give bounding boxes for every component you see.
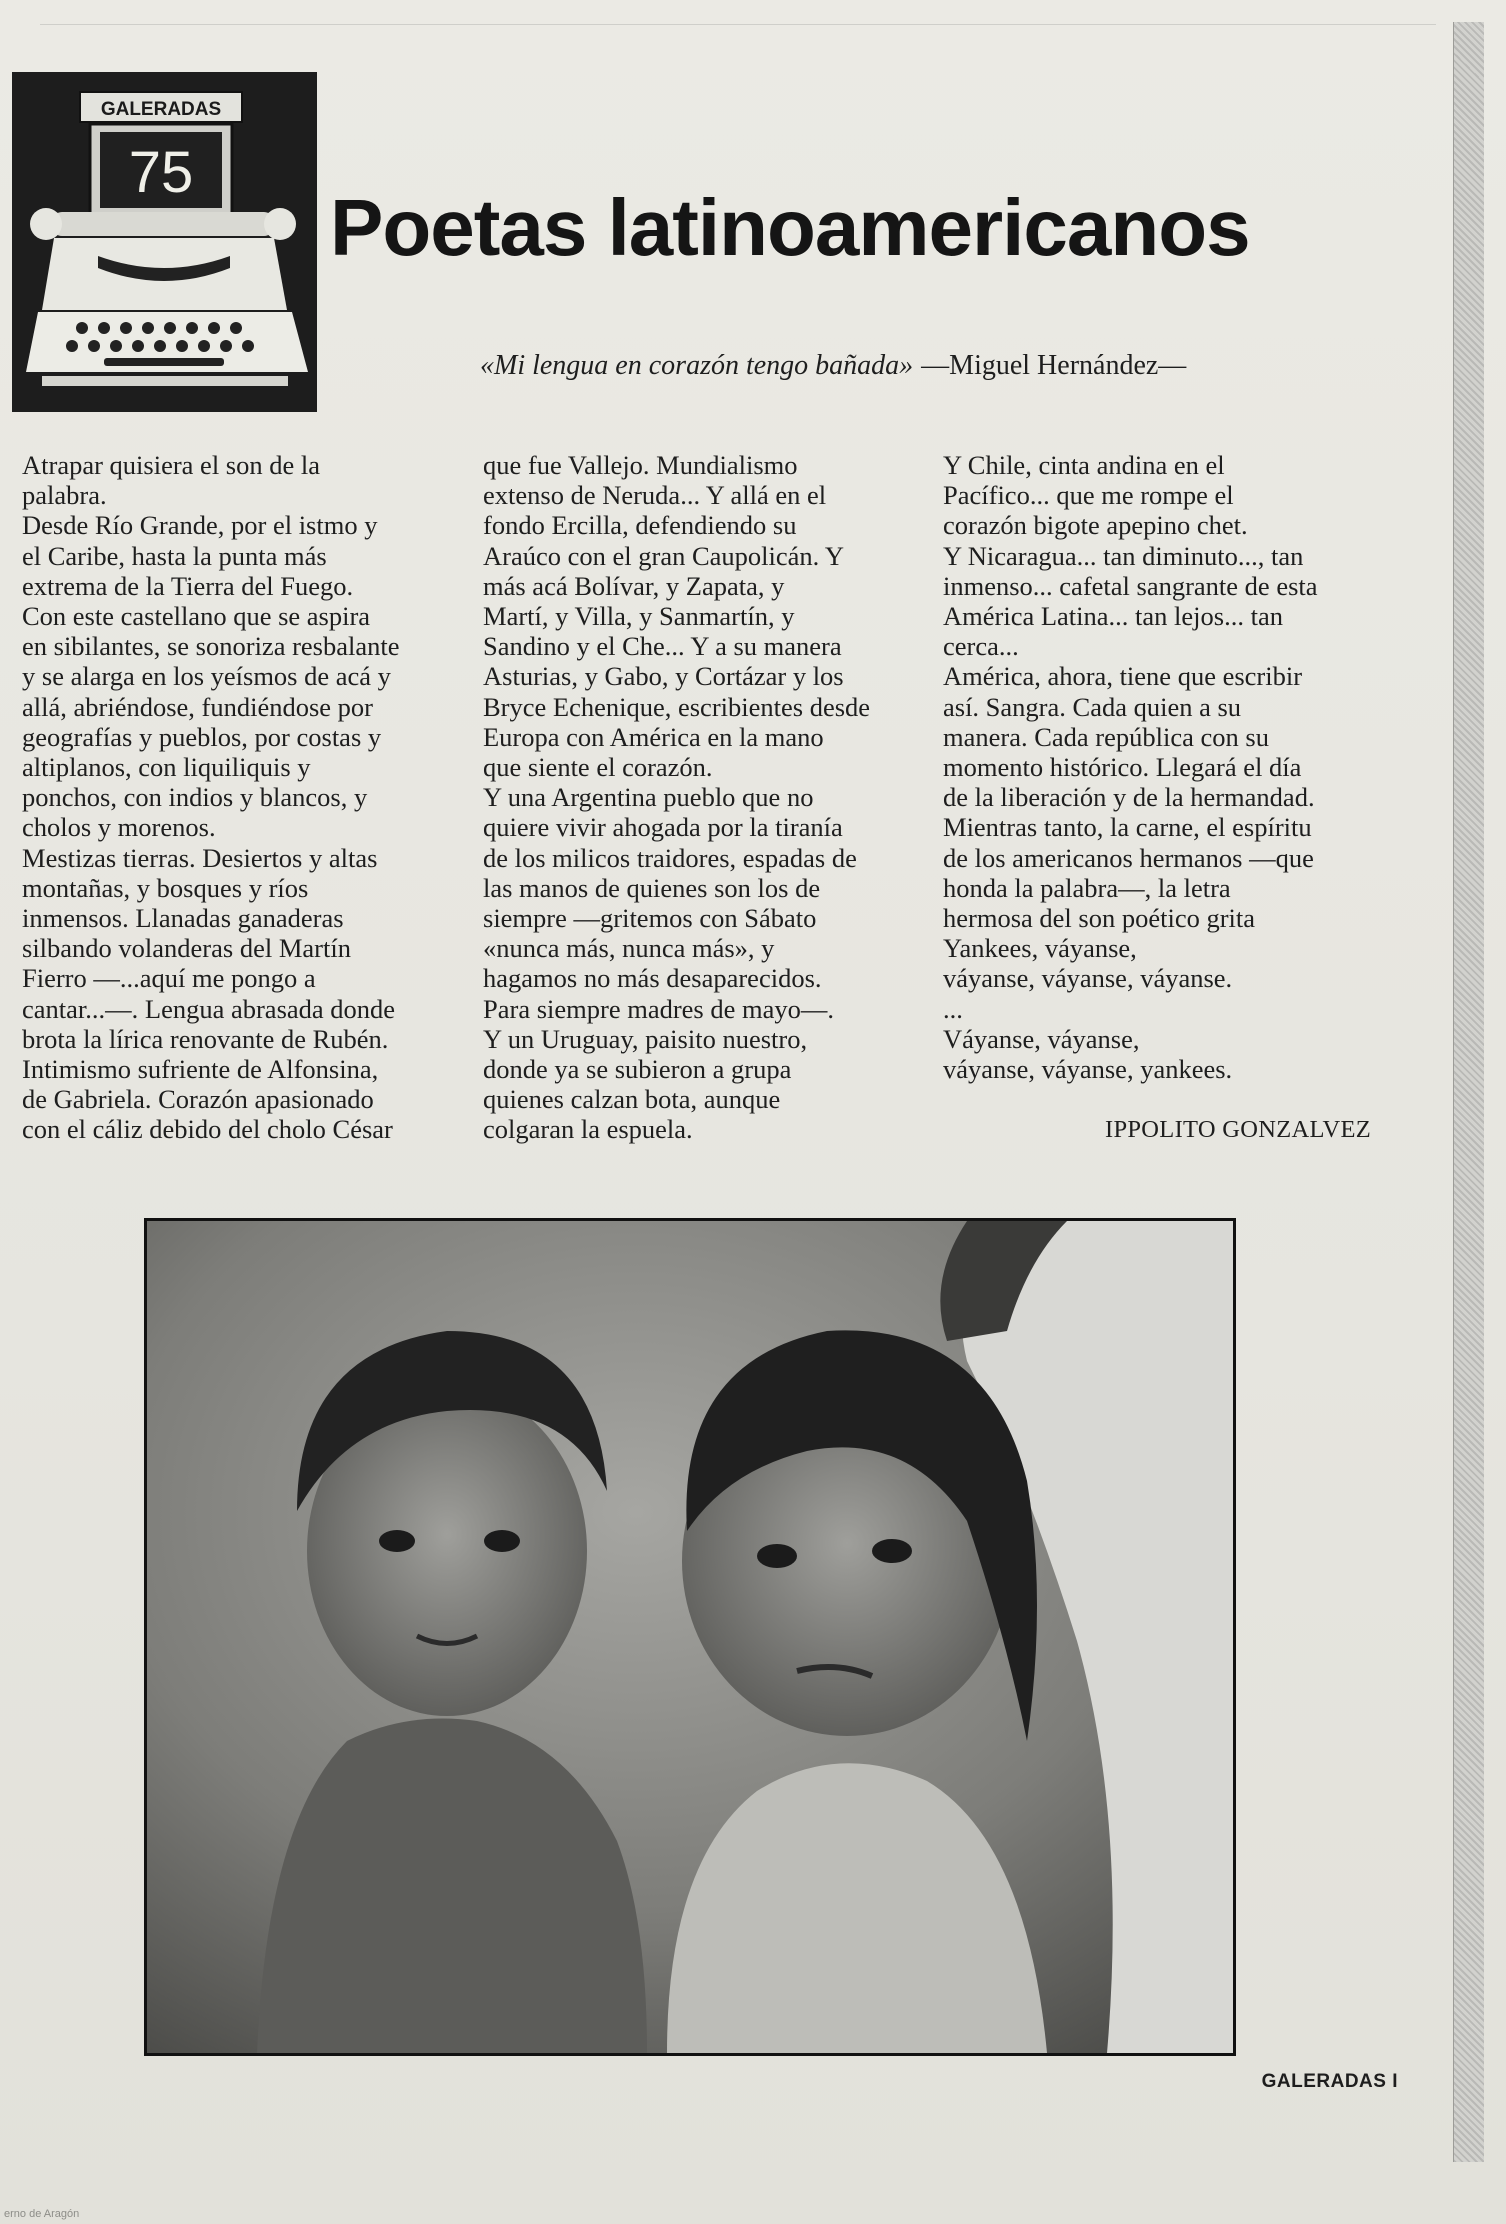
text-line: Con este castellano que se aspira — [22, 601, 371, 632]
logo-number: 75 — [128, 140, 194, 205]
text-line: Atrapar quisiera el son de la — [22, 450, 321, 480]
galeradas-logo — [12, 72, 317, 412]
text-line: quienes calzan bota, aunque — [483, 1084, 781, 1115]
text-line: las manos de quienes son los de — [483, 872, 821, 903]
text-line: en sibilantes, se sonoriza resbalante — [22, 631, 400, 662]
epigraph-author: —Miguel Hernández— — [921, 350, 1187, 381]
text-line: hagamos no más desaparecidos. — [483, 963, 822, 994]
text-line: altiplanos, con liquiliquis y — [22, 752, 311, 783]
page-edge-stripe — [1453, 22, 1484, 2162]
text-line: Y Nicaragua... tan diminuto..., tan — [943, 540, 1304, 571]
text-line: inmenso... cafetal sangrante de esta — [943, 570, 1318, 601]
text-line: cholos y morenos. — [22, 812, 216, 843]
article-title: Poetas latinoamericanos — [330, 183, 1250, 272]
text-line: de los americanos hermanos —que — [943, 842, 1314, 873]
text-line: cerca... — [943, 631, 1019, 662]
text-column-3 — [943, 450, 1383, 1084]
text-line: váyanse, váyanse, váyanse. — [943, 963, 1233, 994]
text-line: de Gabriela. Corazón apasionado — [22, 1084, 374, 1115]
text-line: cantar...—. Lengua abrasada donde — [22, 993, 396, 1024]
epigraph-quote: «Mi lengua en corazón tengo bañada» — [480, 350, 914, 381]
text-line: ponchos, con indios y blancos, y — [22, 782, 368, 813]
text-line: geografías y pueblos, por costas y — [22, 721, 382, 752]
top-rule — [40, 24, 1436, 25]
text-line: Martí, y Villa, y Sanmartín, y — [483, 601, 795, 632]
text-line: Pacífico... que me rompe el — [943, 480, 1234, 511]
text-line: allá, abriéndose, fundiéndose por — [22, 691, 374, 722]
text-line: quiere vivir ahogada por la tiranía — [483, 812, 843, 843]
text-line: fondo Ercilla, defendiendo su — [483, 510, 797, 541]
text-column-2 — [483, 450, 923, 1145]
epigraph — [480, 350, 1186, 382]
archive-note: erno de Aragón — [4, 2208, 80, 2220]
text-line: extenso de Neruda... Y allá en el — [483, 480, 827, 511]
logo-label: GALERADAS — [100, 99, 222, 120]
text-line: ... — [943, 993, 963, 1024]
text-line: montañas, y bosques y ríos — [22, 872, 309, 903]
text-line: extrema de la Tierra del Fuego. — [22, 570, 354, 601]
children-photo — [144, 1218, 1236, 2056]
text-line: Y una Argentina pueblo que no — [483, 782, 814, 813]
text-line: silbando volanderas del Martín — [22, 933, 351, 964]
text-line: palabra. — [22, 480, 107, 511]
text-line: Y Chile, cinta andina en el — [943, 450, 1225, 480]
text-line: así. Sangra. Cada quien a su — [943, 691, 1242, 722]
text-line: América, ahora, tiene que escribir — [943, 661, 1303, 692]
text-line: el Caribe, hasta la punta más — [22, 540, 327, 571]
text-line: Sandino y el Che... Y a su manera — [483, 631, 842, 662]
text-line: que fue Vallejo. Mundialismo — [483, 450, 798, 480]
text-line: váyanse, váyanse, yankees. — [943, 1054, 1233, 1085]
text-line: Y un Uruguay, paisito nuestro, — [483, 1023, 808, 1054]
text-line: inmensos. Llanadas ganaderas — [22, 903, 344, 934]
text-line: Bryce Echenique, escribientes desde — [483, 691, 871, 722]
text-column-1 — [22, 450, 462, 1145]
text-line: hermosa del son poético grita — [943, 903, 1256, 934]
photo-illustration — [147, 1221, 1233, 2053]
text-line: de la liberación y de la hermandad. — [943, 782, 1315, 813]
text-line: más acá Bolívar, y Zapata, y — [483, 570, 785, 601]
text-line: Para siempre madres de mayo—. — [483, 993, 835, 1024]
text-line: y se alarga en los yeísmos de acá y — [22, 661, 391, 692]
text-line: Asturias, y Gabo, y Cortázar y los — [483, 661, 844, 692]
text-line: honda la palabra—, la letra — [943, 872, 1231, 903]
text-line: Mestizas tierras. Desiertos y altas — [22, 842, 378, 873]
typewriter-icon — [12, 72, 317, 412]
text-line: manera. Cada república con su — [943, 721, 1269, 752]
text-line: brota la lírica renovante de Rubén. — [22, 1023, 389, 1054]
text-line: Fierro —...aquí me pongo a — [22, 963, 316, 994]
text-line: Intimismo sufriente de Alfonsina, — [22, 1054, 379, 1085]
text-line: «nunca más, nunca más», y — [483, 933, 775, 964]
text-line: momento histórico. Llegará el día — [943, 752, 1302, 783]
text-line: corazón bigote apepino chet. — [943, 510, 1248, 541]
page-folio: GALERADAS I — [1261, 2071, 1398, 2092]
text-line: Váyanse, váyanse, — [943, 1023, 1140, 1054]
text-line: América Latina... tan lejos... tan — [943, 601, 1283, 632]
text-line: donde ya se subieron a grupa — [483, 1054, 792, 1085]
text-line: colgaran la espuela. — [483, 1114, 693, 1145]
text-line: siempre —gritemos con Sábato — [483, 903, 817, 934]
text-line: Mientras tanto, la carne, el espíritu — [943, 812, 1312, 843]
author-signature: IPPOLITO GONZALVEZ — [1105, 1116, 1372, 1143]
text-line: Araúco con el gran Caupolicán. Y — [483, 540, 845, 571]
text-line: Desde Río Grande, por el istmo y — [22, 510, 378, 541]
text-line: que siente el corazón. — [483, 752, 713, 783]
text-line: Europa con América en la mano — [483, 721, 824, 752]
text-line: de los milicos traidores, espadas de — [483, 842, 857, 873]
text-line: Yankees, váyanse, — [943, 933, 1137, 964]
text-line: con el cáliz debido del cholo César — [22, 1114, 393, 1145]
